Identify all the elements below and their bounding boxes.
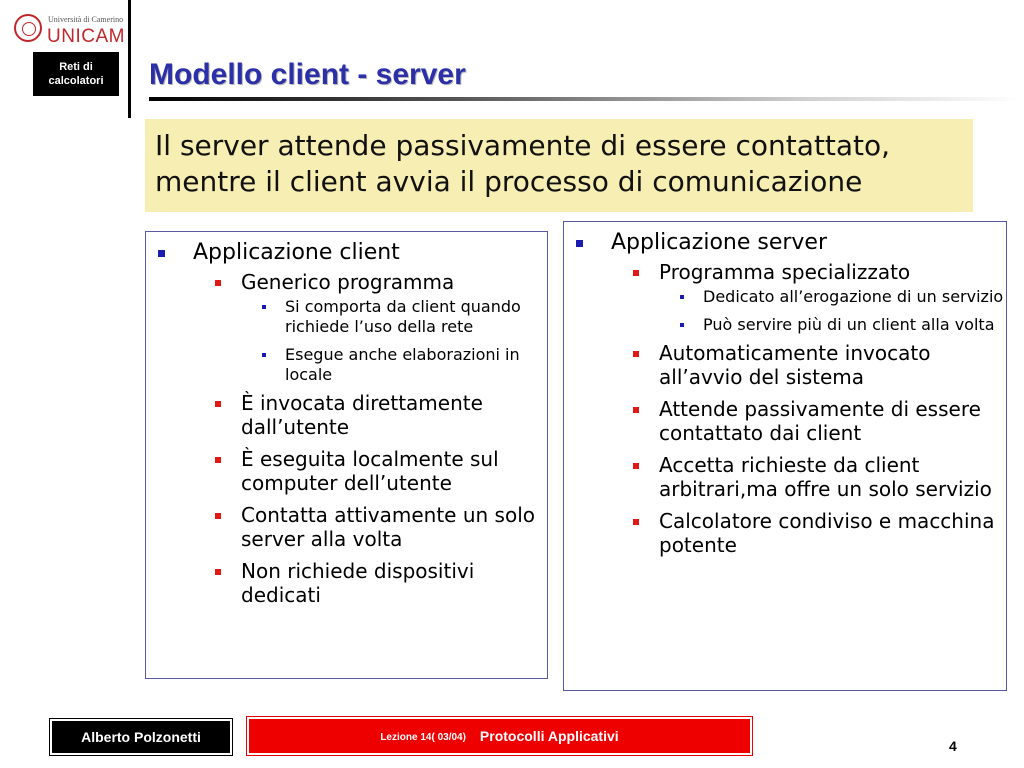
- server-heading: Applicazione server: [611, 230, 828, 255]
- seal-icon: [14, 14, 42, 42]
- footer-author: Alberto Polzonetti: [52, 721, 230, 753]
- list-item: Contatta attivamente un solo server alla volta: [193, 503, 546, 551]
- list-item-text: Generico programma: [241, 270, 455, 294]
- header-vertical-divider: [128, 0, 131, 118]
- list-item: È invocata direttamente dall’utente: [193, 391, 546, 439]
- slide-title: Modello client - server: [149, 58, 466, 91]
- logo-university-name: Università di Camerino: [48, 15, 124, 24]
- course-badge: [33, 52, 119, 96]
- list-item: Attende passivamente di essere contattato dai client: [611, 397, 1004, 445]
- logo-unicam: UNICAM: [47, 26, 125, 47]
- footer-topic: Protocolli Applicativi: [479, 728, 619, 744]
- list-item: Non richiede dispositivi dedicati: [193, 559, 546, 607]
- list-item: È eseguita localmente sul computer dell’utente: [193, 447, 546, 495]
- list-subitem: Esegue anche elaborazioni in locale: [193, 345, 546, 385]
- server-panel: [563, 221, 1007, 691]
- list-item: [611, 260, 1004, 335]
- course-line-1: Reti di: [59, 61, 93, 73]
- subtitle-box: [145, 119, 973, 212]
- list-subitem: Può servire più di un client alla volta: [611, 315, 1004, 335]
- subtitle-line-2: mentre il client avvia il processo di comunicazione: [155, 165, 863, 198]
- page-number: 4: [949, 738, 957, 754]
- list-subitem: Dedicato all’erogazione di un servizio: [611, 287, 1004, 307]
- client-panel: [145, 231, 548, 679]
- course-line-2: calcolatori: [48, 75, 104, 87]
- title-underline: [149, 97, 1024, 101]
- list-item: [193, 270, 546, 385]
- list-item: Automaticamente invocato all’avvio del sistema: [611, 341, 1004, 389]
- server-heading-item: [564, 229, 1004, 557]
- list-item-text: Programma specializzato: [659, 260, 911, 284]
- university-logo: [14, 12, 126, 48]
- client-heading: Applicazione client: [193, 240, 400, 265]
- client-heading-item: [146, 239, 546, 607]
- list-item: Accetta richieste da client arbitrari,ma offre un solo servizio: [611, 453, 1004, 501]
- footer-lesson-number: Lezione 14( 03/04): [380, 732, 466, 743]
- list-subitem: Si comporta da client quando richiede l’uso della rete: [193, 297, 546, 337]
- subtitle-line-1: Il server attende passivamente di essere contattato,: [155, 129, 891, 162]
- footer-lesson-bar: [247, 717, 752, 755]
- list-item: Calcolatore condiviso e macchina potente: [611, 509, 1004, 557]
